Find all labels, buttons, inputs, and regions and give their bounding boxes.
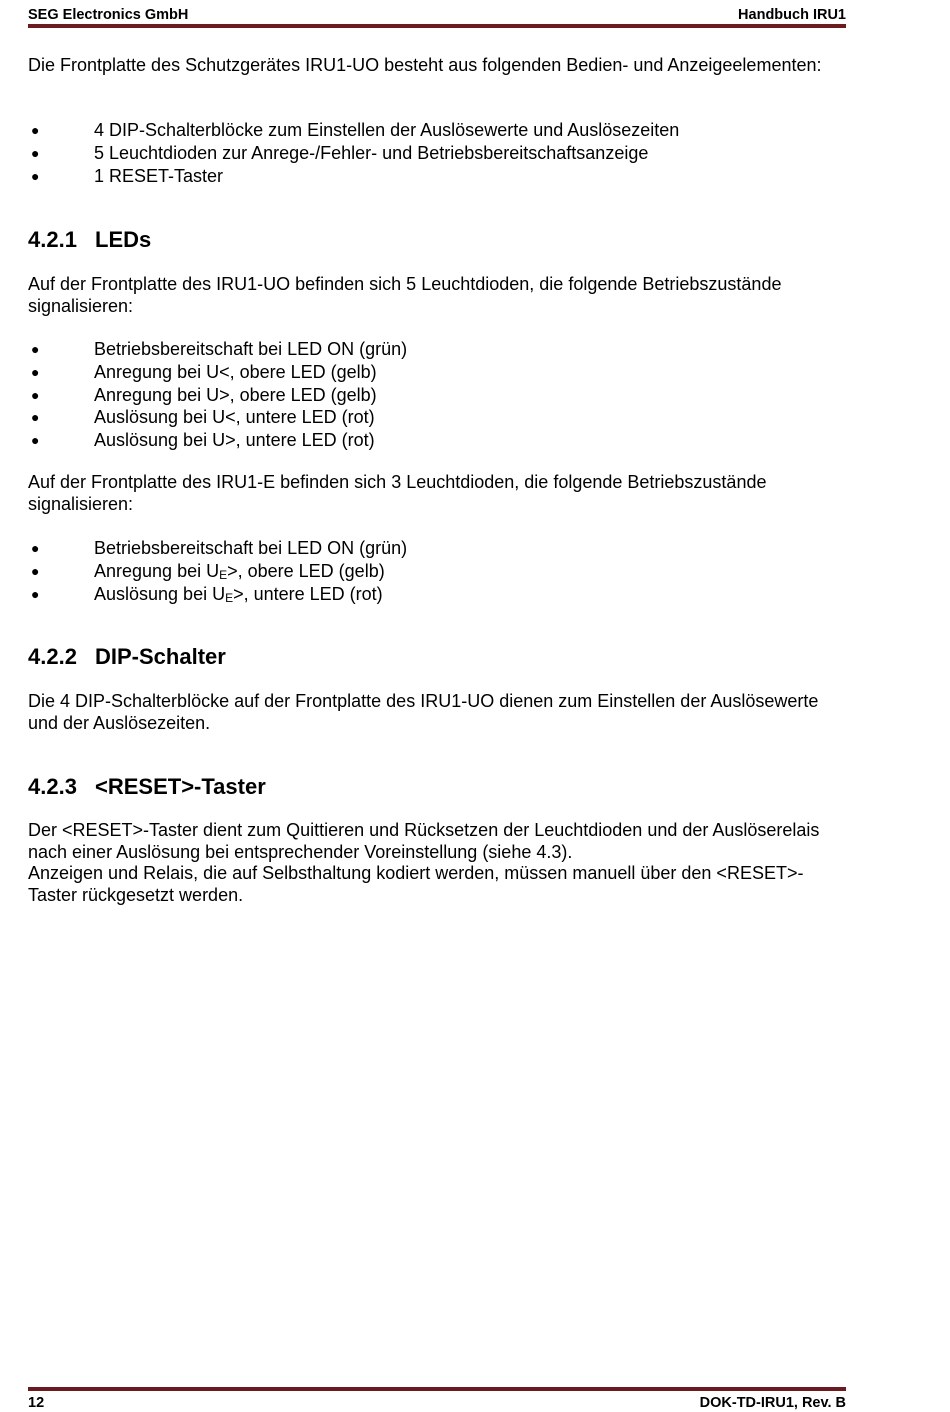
section-heading-dip — [28, 644, 226, 670]
list-item: ● Anregung bei U>, obere LED (gelb) — [31, 384, 377, 405]
bullet-icon: ● — [31, 122, 40, 138]
bullet-icon: ● — [31, 167, 40, 184]
footer-rule — [28, 1387, 846, 1391]
company-name: SEG Electronics GmbH — [28, 7, 189, 23]
bullet-icon: ● — [31, 363, 40, 380]
list-item: ● Auslösung bei U>, untere LED (rot) — [31, 430, 375, 451]
leds-paragraph-uo: Auf der Frontplatte des IRU1-UO befinden sich 5 Leuchtdioden, die folgende Betriebszustände signalisieren: — [28, 274, 782, 316]
list-item: ● 4 DIP-Schalterblöcke zum Einstellen der Auslösewerte und Auslösezeiten — [31, 120, 680, 140]
bullet-icon: ● — [31, 432, 40, 449]
section-title: DIP-Schalter — [95, 644, 226, 669]
intro-paragraph: Die Frontplatte des Schutzgerätes IRU1-UO besteht aus folgenden Bedien- und Anzeigeelementen: — [28, 55, 822, 75]
dip-paragraph: Die 4 DIP-Schalterblöcke auf der Frontplatte des IRU1-UO dienen zum Einstellen der Auslösewerte und der Auslösezeiten. — [28, 691, 819, 733]
bullet-icon: ● — [31, 341, 40, 357]
leds-list-uo — [28, 338, 407, 452]
bullet-icon: ● — [31, 409, 40, 426]
section-title: LEDs — [95, 227, 152, 252]
reset-paragraph-2: Anzeigen und Relais, die auf Selbsthaltung kodiert werden, müssen manuell über den <RESET>-Taster rückgesetzt werden. — [28, 863, 804, 905]
section-heading-reset — [28, 774, 266, 800]
list-item: ● Auslösung bei U<, untere LED (rot) — [31, 407, 375, 428]
page-header — [28, 4, 846, 24]
section-heading-leds — [28, 227, 151, 253]
bullet-icon: ● — [31, 562, 40, 579]
list-item: ● 1 RESET-Taster — [31, 165, 224, 186]
bullet-icon: ● — [31, 540, 40, 556]
intro-list — [28, 119, 679, 187]
page-number: 12 — [28, 1395, 45, 1411]
list-item: ● Betriebsbereitschaft bei LED ON (grün) — [31, 538, 408, 558]
section-number: 4.2.2 — [28, 644, 77, 669]
section-number: 4.2.3 — [28, 774, 77, 799]
manual-title: Handbuch IRU1 — [738, 7, 846, 23]
list-item: ● Anregung bei U<, obere LED (gelb) — [31, 361, 377, 382]
section-number: 4.2.1 — [28, 227, 77, 252]
list-item: ● 5 Leuchtdioden zur Anrege-/Fehler- und Betriebsbereitschaftsanzeige — [31, 142, 649, 163]
leds-paragraph-e: Auf der Frontplatte des IRU1-E befinden sich 3 Leuchtdioden, die folgende Betriebszustände signalisieren: — [28, 472, 767, 514]
section-title: <RESET>-Taster — [95, 774, 266, 799]
bullet-icon: ● — [31, 585, 40, 602]
list-item: ● Anregung bei $U_E>$, obere LED (gelb) — [31, 560, 385, 582]
list-item: ● Auslösung bei $U_E>$, untere LED (rot) — [31, 583, 383, 605]
document-id: DOK-TD-IRU1, Rev. B — [699, 1395, 846, 1411]
list-item: ● Betriebsbereitschaft bei LED ON (grün) — [31, 339, 408, 359]
reset-paragraph-1: Der <RESET>-Taster dient zum Quittieren und Rücksetzen der Leuchtdioden und der Auslöserelais nach einer Auslösung bei entsprechender Voreinstellung (siehe 4.3). — [28, 820, 820, 862]
leds-list-e — [28, 537, 407, 605]
bullet-icon: ● — [31, 386, 40, 403]
header-rule — [28, 24, 846, 28]
bullet-icon: ● — [31, 144, 40, 161]
